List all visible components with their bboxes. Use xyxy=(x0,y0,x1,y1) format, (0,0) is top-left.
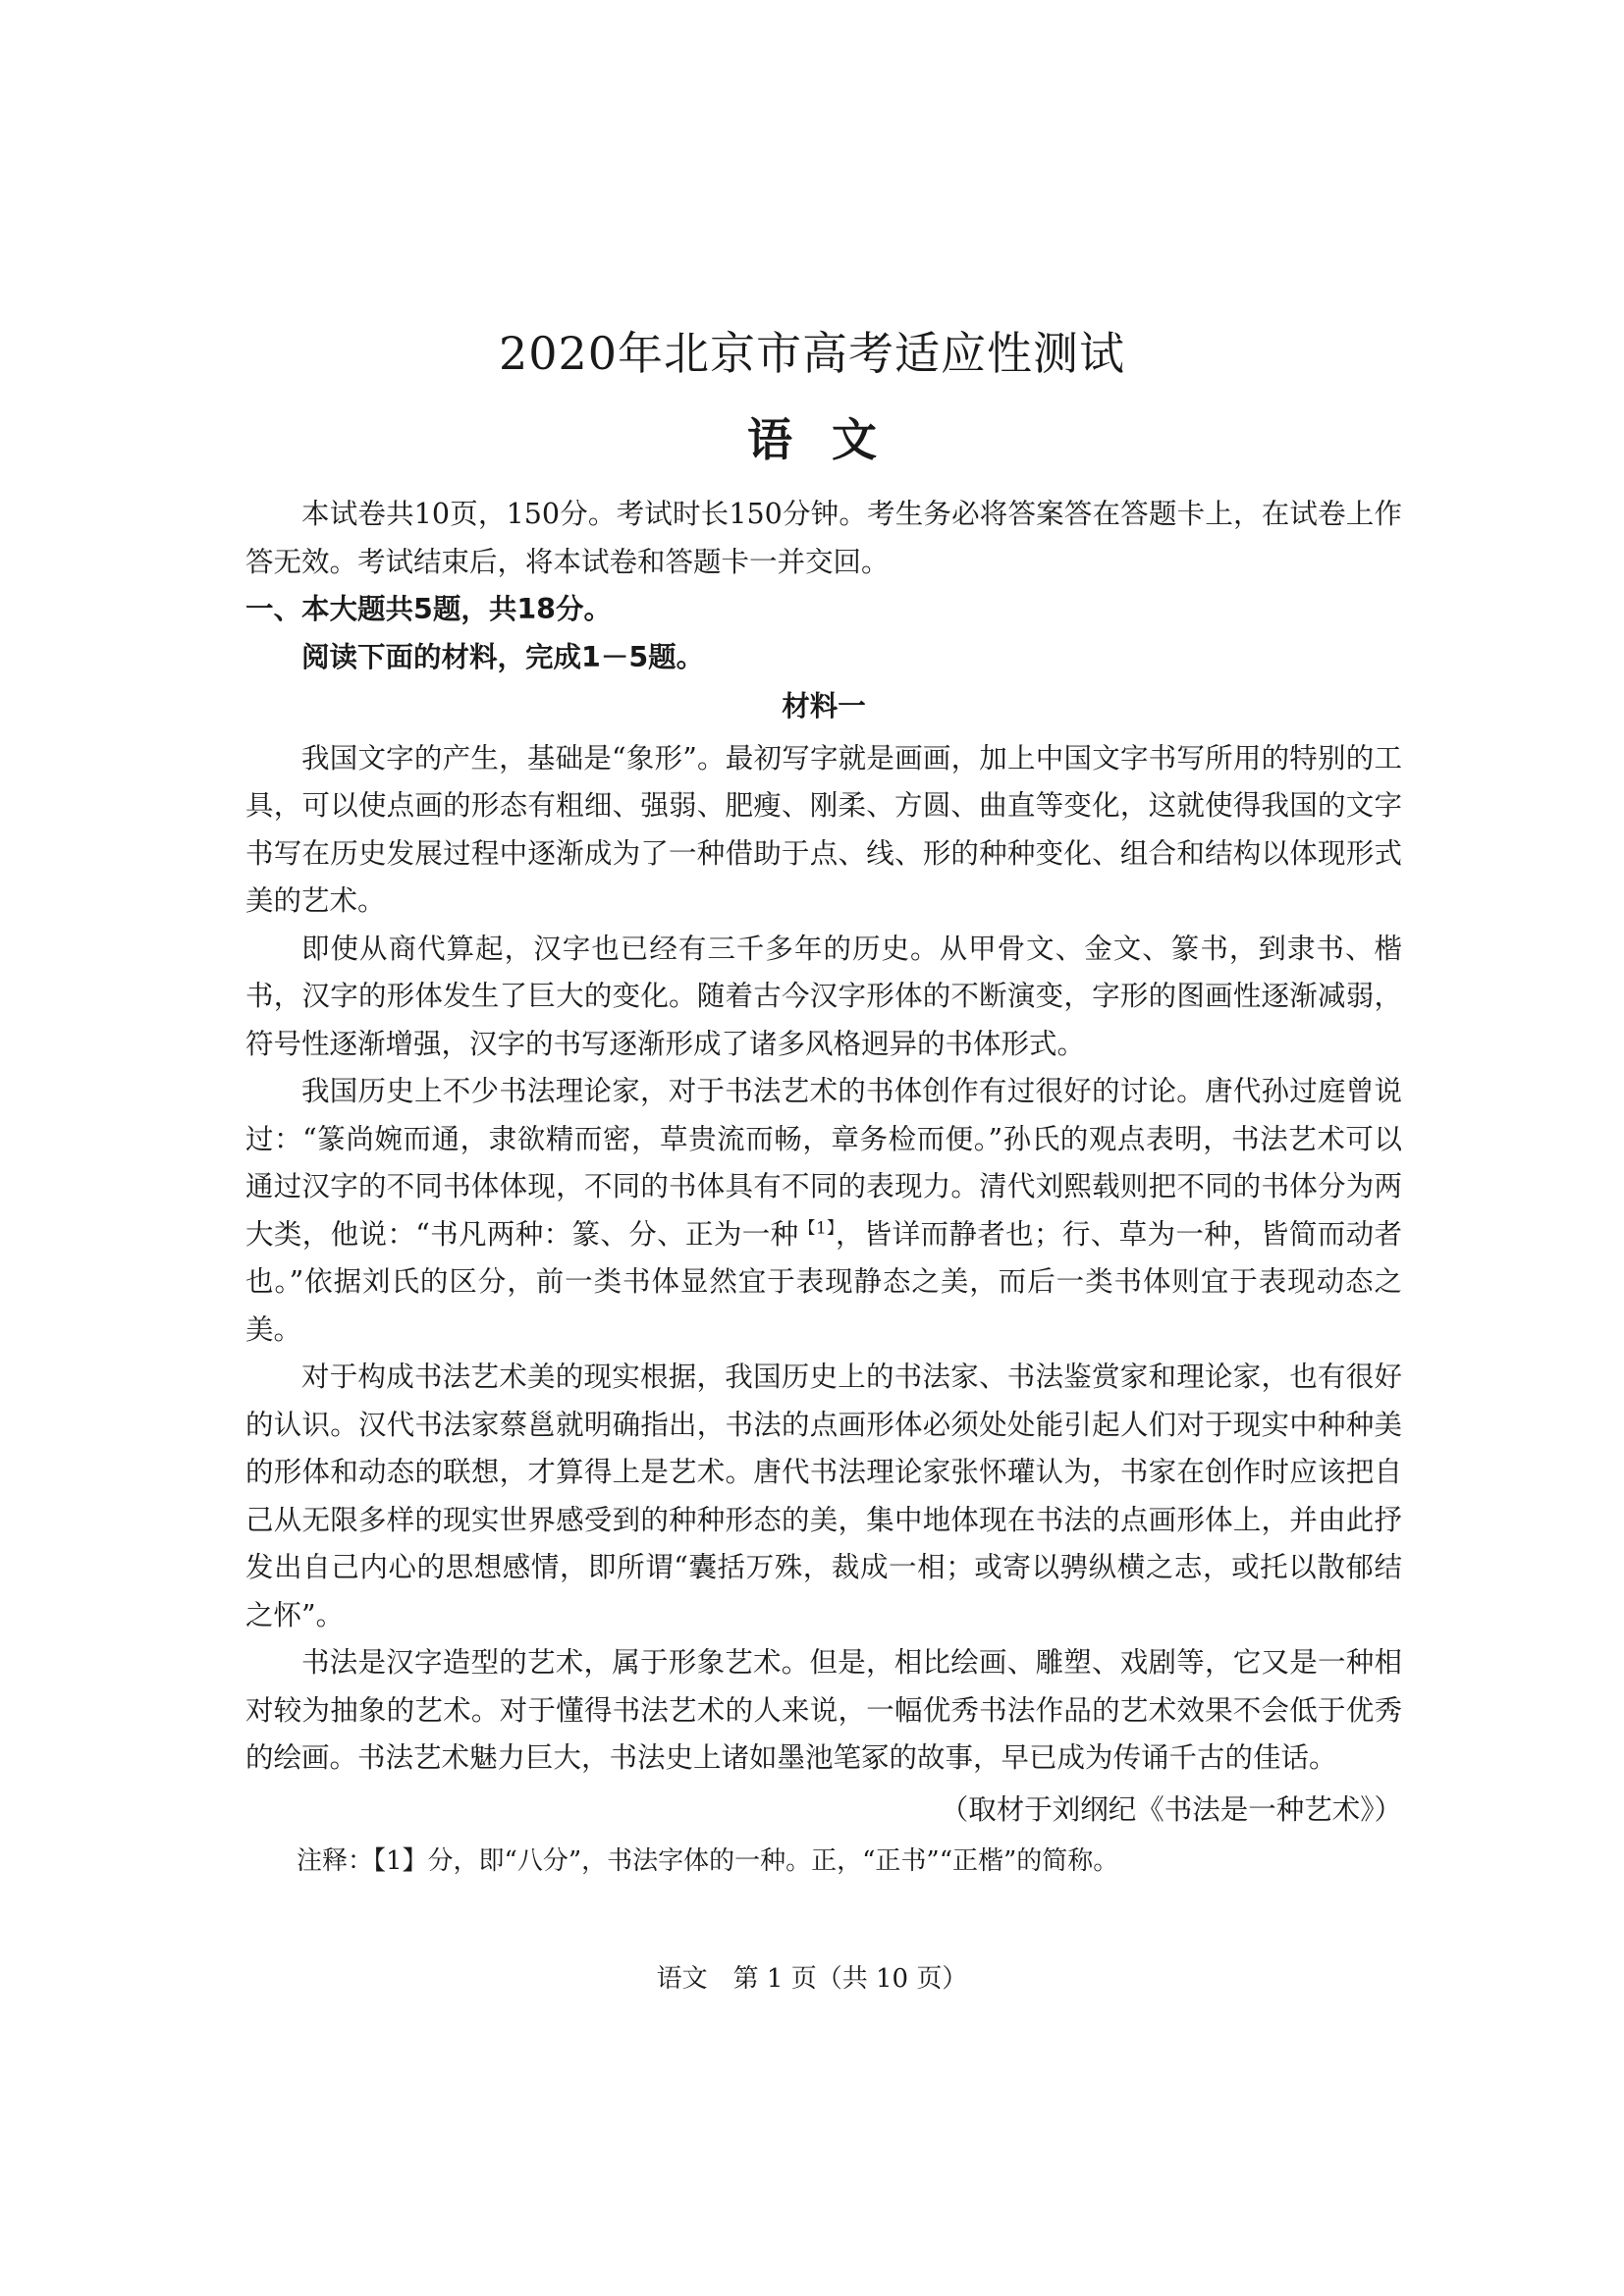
passage-paragraph-2: 即使从商代算起，汉字也已经有三千多年的历史。从甲骨文、金文、篆书，到隶书、楷书，汉字的形体发生了巨大的变化。随着古今汉字形体的不断演变，字形的图画性逐渐减弱，符号性逐渐增强，汉字的书写逐渐形成了诸多风格迥异的书体形式。 xyxy=(245,932,1402,1060)
page-footer: 语文 第 1 页（共 10 页） xyxy=(656,1964,968,1994)
material-title: 材料一 xyxy=(782,690,866,722)
passage-paragraph-3 xyxy=(245,1068,1402,1354)
passage-paragraph-1: 我国文字的产生，基础是“象形”。最初写字就是画画，加上中国文字书写所用的特别的工具，可以使点画的形态有粗细、强弱、肥瘦、刚柔、方圆、曲直等变化，这就使得我国的文字书写在历史发展过程中逐渐成为了一种借助于点、线、形的种种变化、组合和结构以体现形式美的艺术。 xyxy=(245,741,1402,917)
footnote-reference: 【1】 xyxy=(798,1218,836,1238)
source-citation: （取材于刘纲纪《书法是一种艺术》） xyxy=(940,1792,1402,1826)
exam-title: 2020年北京市高考适应性测试 xyxy=(498,327,1126,380)
passage-paragraph-4: 对于构成书法艺术美的现实根据，我国历史上的书法家、书法鉴赏家和理论家，也有很好的认识。汉代书法家蔡邕就明确指出，书法的点画形体必须处处能引起人们对于现实中种种美的形体和动态的联想，才算得上是艺术。唐代书法理论家张怀瓘认为，书家在创作时应该把自己从无限多样的现实世界感受到的种种形态的美，集中地体现在书法的点画形体上，并由此抒发出自己内心的思想感情，即所谓“囊括万殊，裁成一相；或寄以骋纵横之志，或托以散郁结之怀”。 xyxy=(245,1361,1402,1631)
section-heading: 一、本大题共5题，共18分。 xyxy=(245,593,612,625)
subject-title: 语文 xyxy=(747,413,916,466)
exam-content xyxy=(245,491,1402,1886)
paragraph-3-text-b: ，皆详而静者也；行、草为一种，皆简而动者也。”依据刘氏的区分，前一类书体显然宜于表现静态之美，而后一类书体则宜于表现动态之美。 xyxy=(245,1217,1402,1346)
reading-instruction: 阅读下面的材料，完成1－5题。 xyxy=(301,640,705,673)
footnote: 注释：【1】分，即“八分”，书法字体的一种。正，“正书”“正楷”的简称。 xyxy=(297,1846,1119,1876)
passage-paragraph-5: 书法是汉字造型的艺术，属于形象艺术。但是，相比绘画、雕塑、戏剧等，它又是一种相对较为抽象的艺术。对于懂得书法艺术的人来说，一幅优秀书法作品的艺术效果不会低于优秀的绘画。书法艺术魅力巨大，书法史上诸如墨池笔冢的故事，早已成为传诵千古的佳话。 xyxy=(245,1646,1402,1774)
paragraph-3-text-a: 我国历史上不少书法理论家，对于书法艺术的书体创作有过很好的讨论。唐代孙过庭曾说过：“篆尚婉而通，隶欲精而密，草贵流而畅，章务检而便。”孙氏的观点表明，书法艺术可以通过汉字的不同书体体现，不同的书体具有不同的表现力。清代刘熙载则把不同的书体分为两大类，他说：“书凡两种：篆、分、正为一种 xyxy=(245,1075,1402,1251)
exam-instructions: 本试卷共10页，150分。考试时长150分钟。考生务必将答案答在答题卡上，在试卷上作答无效。考试结束后，将本试卷和答题卡一并交回。 xyxy=(245,498,1402,578)
